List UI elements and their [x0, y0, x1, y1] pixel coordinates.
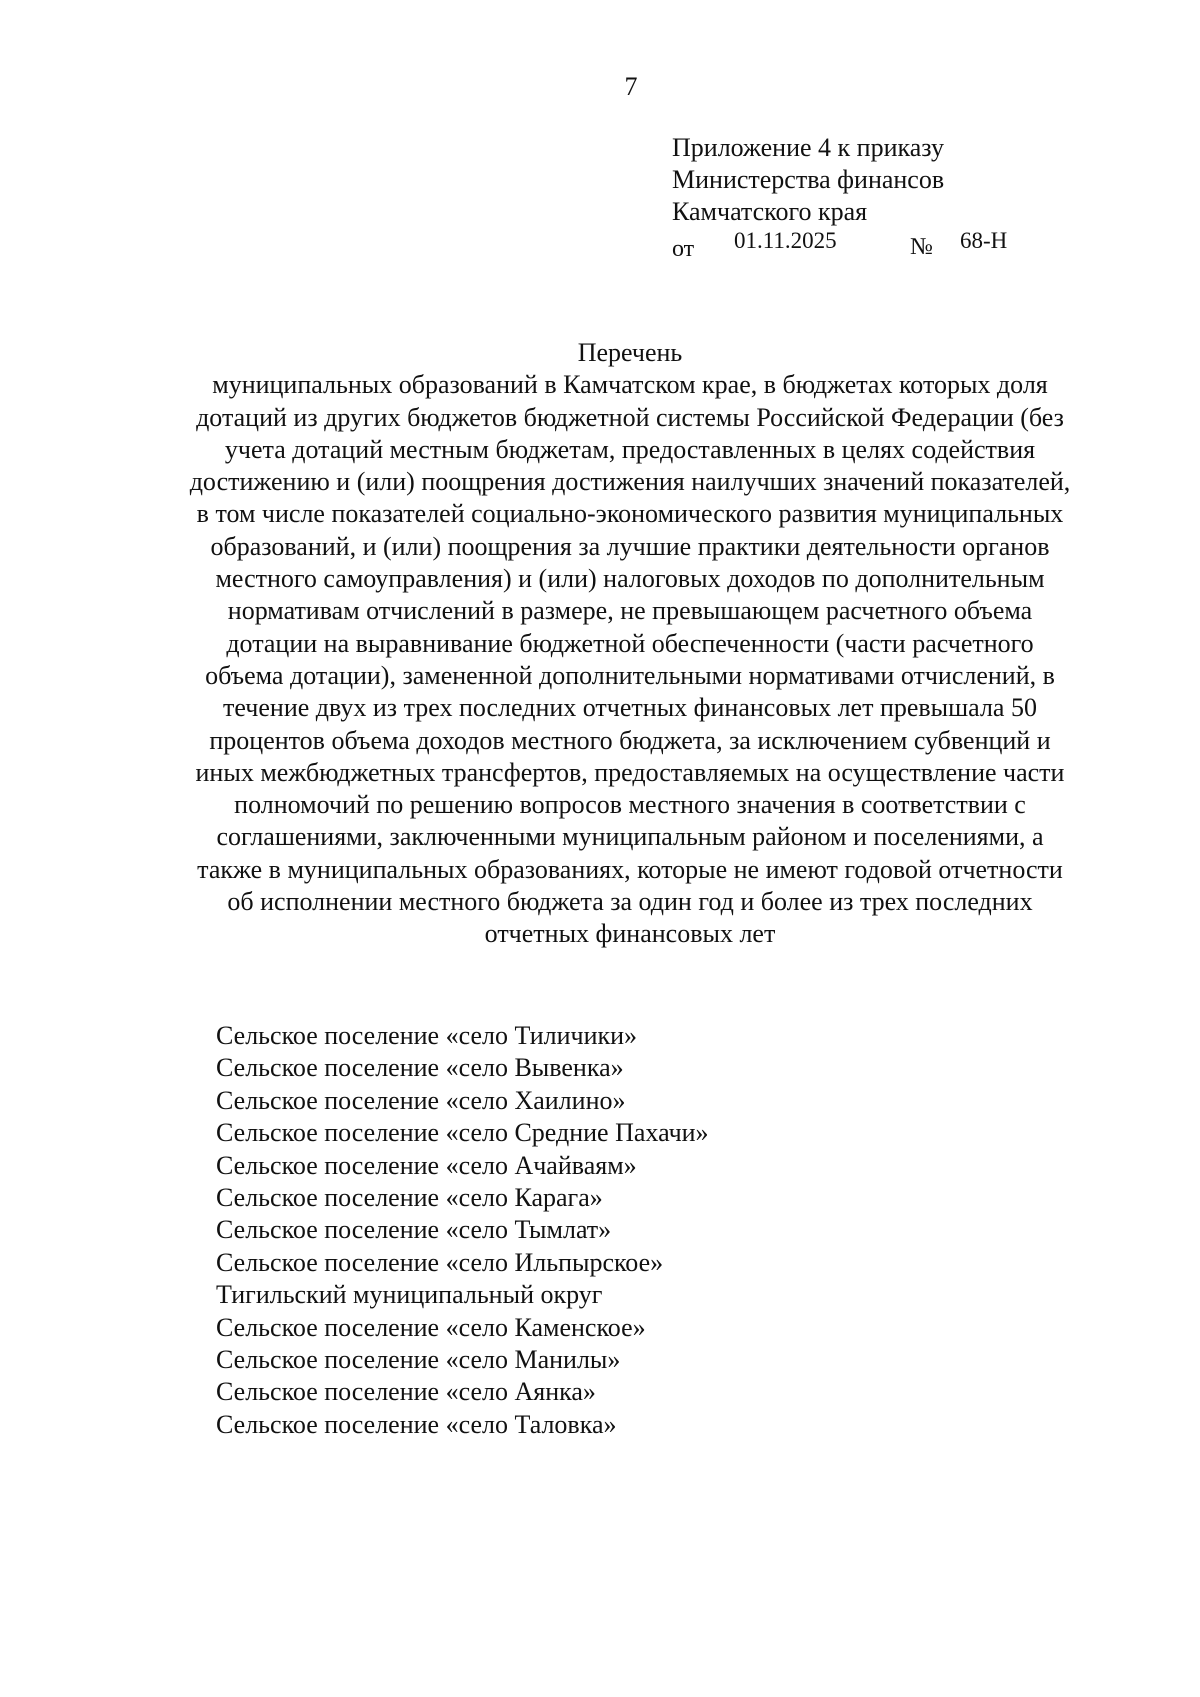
order-number-sign: № — [910, 234, 933, 260]
list-item: Сельское поселение «село Аянка» — [216, 1377, 596, 1407]
title-line: муниципальных образований в Камчатском крае, в бюджетах которых доля — [212, 370, 1048, 400]
order-date: 01.11.2025 — [734, 228, 837, 253]
list-item: Сельское поселение «село Ачайваям» — [216, 1150, 637, 1180]
title-line: достижению и (или) поощрения достижения наилучших значений показателей, — [189, 467, 1071, 497]
document-title — [140, 337, 1120, 951]
appendix-line: Министерства финансов — [672, 165, 945, 194]
title-line: местного самоуправления) и (или) налоговых доходов по дополнительным — [215, 564, 1045, 594]
title-line: нормативам отчислений в размере, не превышающем расчетного объема — [227, 596, 1033, 626]
list-item: Сельское поселение «село Средние Пахачи» — [216, 1118, 709, 1148]
title-line: отчетных финансовых лет — [484, 919, 776, 949]
list-item: Сельское поселение «село Хаилино» — [216, 1085, 626, 1115]
list-item: Тигильский муниципальный округ — [216, 1280, 603, 1310]
list-item: Сельское поселение «село Таловка» — [216, 1409, 617, 1439]
title-line: образований, и (или) поощрения за лучшие практики деятельности органов — [210, 531, 1050, 561]
title-line: полномочий по решению вопросов местного значения в соответствии с — [234, 790, 1026, 820]
title-line: также в муниципальных образованиях, которые не имеют годовой отчетности — [197, 854, 1063, 884]
title-line: учета дотаций местным бюджетам, предоставленных в целях содействия — [224, 434, 1036, 464]
list-item: Сельское поселение «село Карага» — [216, 1183, 603, 1213]
appendix-line: Приложение 4 к приказу — [672, 133, 945, 162]
appendix-header — [672, 132, 944, 228]
title-line: соглашениями, заключенными муниципальным районом и поселениями, а — [216, 822, 1044, 852]
title-line: течение двух из трех последних отчетных финансовых лет превышала 50 — [223, 693, 1037, 723]
title-line: процентов объема доходов местного бюджета, за исключением субвенций и — [209, 725, 1051, 755]
list-item: Сельское поселение «село Вывенка» — [216, 1053, 624, 1083]
list-item: Сельское поселение «село Манилы» — [216, 1345, 621, 1375]
municipality-list — [216, 1020, 709, 1441]
order-reference — [672, 228, 1032, 262]
title-heading: Перечень — [577, 338, 683, 367]
title-line: иных межбюджетных трансфертов, предоставляемых на осуществление части — [195, 757, 1065, 787]
list-item: Сельское поселение «село Каменское» — [216, 1312, 646, 1342]
list-item: Сельское поселение «село Тымлат» — [216, 1215, 612, 1245]
appendix-line: Камчатского края — [672, 197, 868, 226]
title-line: дотаций из других бюджетов бюджетной системы Российской Федерации (без — [196, 402, 1064, 432]
order-from-label: от — [672, 236, 695, 262]
page-number: 7 — [624, 72, 638, 101]
title-line: об исполнении местного бюджета за один год и более из трех последних — [227, 887, 1033, 917]
list-item: Сельское поселение «село Тиличики» — [216, 1021, 638, 1050]
title-line: объема дотации), замененной дополнительными нормативами отчислений, в — [205, 660, 1055, 690]
title-line: в том числе показателей социально-экономического развития муниципальных — [196, 499, 1064, 529]
title-line: дотации на выравнивание бюджетной обеспеченности (части расчетного — [226, 628, 1034, 658]
order-number: 68-Н — [960, 228, 1008, 253]
list-item: Сельское поселение «село Ильпырское» — [216, 1247, 664, 1277]
